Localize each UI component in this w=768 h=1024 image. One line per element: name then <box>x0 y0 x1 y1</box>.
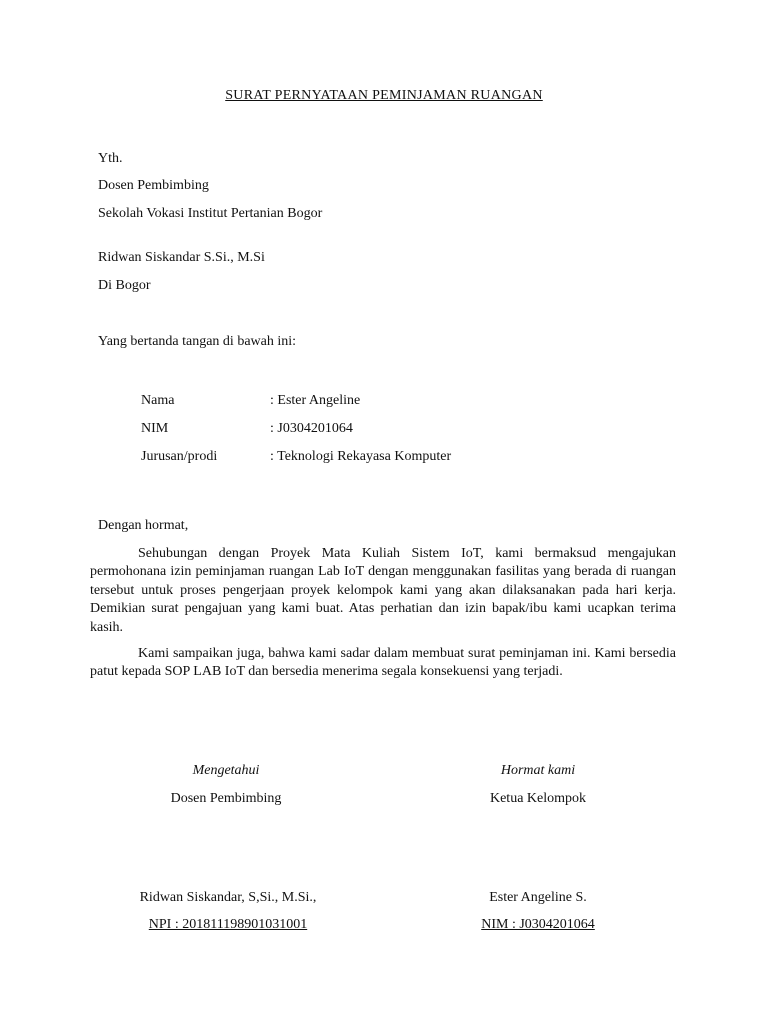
body-paragraph-2 <box>90 645 676 682</box>
signature-left-id: NPI : 201811198901031001 <box>148 917 308 932</box>
recipient-line-name: Ridwan Siskandar S.Si., M.Si <box>98 250 265 265</box>
body-paragraph-1-text: Sehubungan dengan Proyek Mata Kuliah Sistem IoT, kami bermaksud mengajukan permohonana izin peminjaman ruangan Lab IoT dengan menggunakan fasilitas yang berada di ruangan tersebut untuk proses pengerjaan proyek kelompok kami yang akan dilaksanakan pada hari kerja. Demikian surat pengajuan yang kami buat. Atas perhatian dan izin bapak/ibu kami ucapkan terima kasih. <box>90 546 676 635</box>
letter-title: SURAT PERNYATAAN PEMINJAMAN RUANGAN <box>225 88 543 103</box>
signature-right-id: NIM : J0304201064 <box>481 917 595 932</box>
body-paragraph-2-text: Kami sampaikan juga, bahwa kami sadar dalam membuat surat peminjaman ini. Kami bersedia patut kepada SOP LAB IoT dan bersedia menerima segala konsekuensi yang terjadi. <box>90 646 676 680</box>
signature-right-name: Ester Angeline S. <box>489 890 587 905</box>
recipient-line-location: Di Bogor <box>98 278 151 293</box>
signature-right-role: Ketua Kelompok <box>489 791 587 806</box>
greeting: Dengan hormat, <box>98 518 189 533</box>
identity-value-program: : Teknologi Rekayasa Komputer <box>270 449 452 464</box>
recipient-line-yth: Yth. <box>98 151 123 166</box>
intro-text: Yang bertanda tangan di bawah ini: <box>98 334 297 349</box>
recipient-line-institution: Sekolah Vokasi Institut Pertanian Bogor <box>98 206 323 221</box>
recipient-line-role: Dosen Pembimbing <box>98 178 209 193</box>
signature-right-heading: Hormat kami <box>500 763 576 778</box>
signature-left-name: Ridwan Siskandar, S,Si., M.Si., <box>139 890 317 905</box>
identity-value-name: : Ester Angeline <box>270 393 361 408</box>
body-paragraph-1 <box>90 545 676 637</box>
identity-label-name: Nama <box>141 393 175 408</box>
signature-left-heading: Mengetahui <box>192 763 260 778</box>
identity-label-nim: NIM <box>141 421 169 436</box>
identity-value-nim: : J0304201064 <box>270 421 353 436</box>
identity-label-program: Jurusan/prodi <box>141 449 218 464</box>
signature-left-role: Dosen Pembimbing <box>170 791 282 806</box>
